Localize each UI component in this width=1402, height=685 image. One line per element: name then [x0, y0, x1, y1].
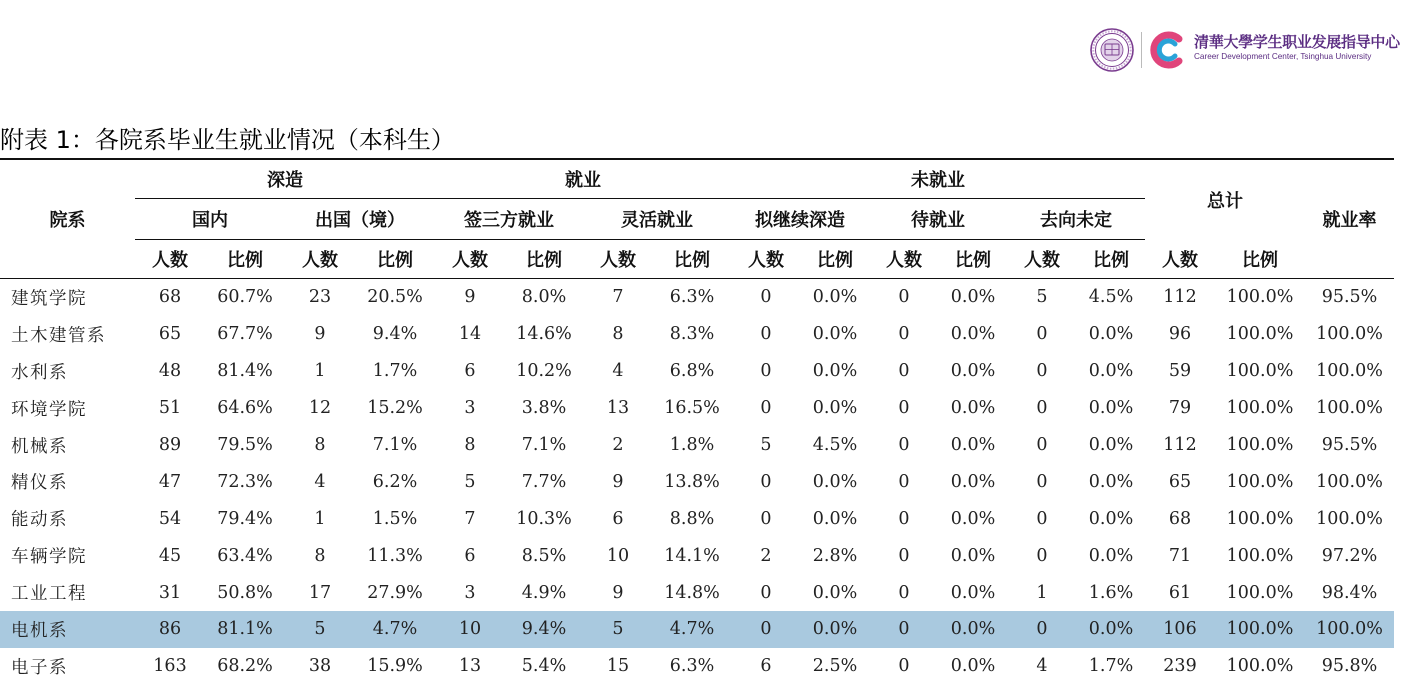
value-cell: 0 — [898, 545, 910, 566]
value-cell: 0.0% — [812, 361, 858, 382]
value-cell: 100.0% — [1305, 611, 1394, 648]
value-cell: 0.0% — [1088, 324, 1134, 345]
value-cell: 68.2% — [217, 656, 273, 677]
value-cell: 0 — [898, 324, 910, 345]
value-cell: 8.8% — [669, 508, 715, 529]
value-cell: 9.4% — [505, 611, 583, 648]
value-cell: 4.5% — [1088, 287, 1134, 308]
value-cell: 65 — [158, 324, 182, 345]
value-cell: 106 — [1145, 611, 1215, 648]
value-cell: 0 — [760, 398, 772, 419]
value-cell: 100.0% — [1226, 582, 1294, 603]
value-cell: 0.0% — [950, 656, 996, 677]
value-cell: 4.7% — [355, 611, 435, 648]
value-cell: 163 — [153, 656, 187, 677]
value-cell: 71 — [1168, 545, 1192, 566]
value-cell: 0.0% — [939, 611, 1007, 648]
value-cell: 81.4% — [217, 361, 273, 382]
group-header-unemployed: 未就业 — [731, 159, 1145, 199]
col-header-count: 人数 — [135, 240, 205, 279]
value-cell: 0 — [898, 361, 910, 382]
value-cell: 10.3% — [516, 508, 572, 529]
col-header-ratio: 比例 — [653, 240, 731, 279]
value-cell: 1.5% — [372, 508, 418, 529]
value-cell: 7 — [464, 508, 476, 529]
value-cell: 100.0% — [1316, 508, 1383, 529]
value-cell: 0 — [898, 471, 910, 492]
value-cell: 15.2% — [367, 398, 423, 419]
value-cell: 0 — [898, 656, 910, 677]
dept-cell: 精仪系 — [11, 473, 68, 494]
value-cell: 0.0% — [1088, 471, 1134, 492]
value-cell: 6 — [612, 508, 624, 529]
col-header-ratio: 比例 — [801, 240, 869, 279]
value-cell: 23 — [308, 287, 332, 308]
value-cell: 8.5% — [521, 545, 567, 566]
value-cell: 0 — [1007, 611, 1077, 648]
value-cell: 8 — [612, 324, 624, 345]
dept-cell: 土木建管系 — [11, 325, 106, 346]
table-row — [0, 463, 1394, 500]
value-cell: 4.9% — [521, 582, 567, 603]
value-cell: 3 — [464, 582, 476, 603]
col-header-ratio: 比例 — [939, 240, 1007, 279]
dept-cell: 电子系 — [11, 657, 68, 678]
value-cell: 0 — [898, 508, 910, 529]
dept-cell: 环境学院 — [11, 399, 87, 420]
sub-header-flexible: 灵活就业 — [583, 199, 731, 240]
value-cell: 6.8% — [669, 361, 715, 382]
dept-cell: 工业工程 — [11, 584, 87, 605]
value-cell: 1 — [314, 508, 326, 529]
value-cell: 0.0% — [812, 582, 858, 603]
value-cell: 5 — [760, 435, 772, 455]
value-cell: 2.5% — [812, 656, 858, 677]
value-cell: 0.0% — [1088, 435, 1134, 455]
table-body — [0, 279, 1394, 685]
value-cell: 0 — [760, 582, 772, 603]
value-cell: 0.0% — [950, 545, 996, 566]
value-cell: 64.6% — [217, 398, 273, 419]
value-cell: 86 — [135, 611, 205, 648]
value-cell: 47 — [158, 471, 182, 492]
dept-cell: 能动系 — [11, 510, 68, 531]
value-cell: 5 — [285, 611, 355, 648]
value-cell: 8.0% — [521, 287, 567, 308]
dept-cell: 电机系 — [0, 611, 135, 648]
value-cell: 4.7% — [653, 611, 731, 648]
value-cell: 0.0% — [950, 471, 996, 492]
career-center-logo-icon — [1148, 30, 1188, 70]
dept-cell: 水利系 — [11, 362, 68, 383]
value-cell: 59 — [1168, 361, 1192, 382]
value-cell: 61 — [1168, 582, 1192, 603]
value-cell: 14.6% — [516, 324, 572, 345]
logo-cn-text: 清華大學学生职业发展指导中心 — [1194, 33, 1400, 51]
value-cell: 12 — [308, 398, 332, 419]
group-header-employ: 就业 — [435, 159, 731, 199]
value-cell: 0 — [731, 611, 801, 648]
col-header-total: 总计 — [1207, 190, 1243, 212]
sub-header-abroad: 出国（境） — [285, 199, 435, 240]
value-cell: 10 — [606, 545, 630, 566]
col-header-ratio: 比例 — [1077, 240, 1145, 279]
value-cell: 5 — [464, 471, 476, 492]
value-cell: 8 — [464, 435, 476, 455]
col-header-count: 人数 — [435, 240, 505, 279]
value-cell: 9 — [314, 324, 326, 345]
value-cell: 1 — [1036, 582, 1048, 603]
value-cell: 0.0% — [1077, 611, 1145, 648]
value-cell: 100.0% — [1226, 287, 1294, 308]
value-cell: 1.7% — [1088, 656, 1134, 677]
value-cell: 0 — [760, 508, 772, 529]
value-cell: 17 — [308, 582, 332, 603]
employment-table — [0, 158, 1394, 685]
dept-cell: 机械系 — [11, 436, 68, 457]
value-cell: 6 — [464, 545, 476, 566]
value-cell: 14 — [458, 324, 482, 345]
value-cell: 4 — [314, 471, 326, 492]
value-cell: 0 — [898, 582, 910, 603]
value-cell: 14.8% — [664, 582, 720, 603]
value-cell: 100.0% — [1316, 471, 1383, 492]
value-cell: 95.5% — [1321, 287, 1378, 308]
value-cell: 14.1% — [664, 545, 720, 566]
value-cell: 100.0% — [1226, 656, 1294, 677]
value-cell: 98.4% — [1321, 582, 1378, 603]
col-header-ratio: 比例 — [505, 240, 583, 279]
value-cell: 0.0% — [950, 287, 996, 308]
value-cell: 50.8% — [217, 582, 273, 603]
table-row — [0, 316, 1394, 353]
table-row — [0, 500, 1394, 537]
value-cell: 0.0% — [950, 582, 996, 603]
value-cell: 0.0% — [812, 287, 858, 308]
value-cell: 20.5% — [367, 287, 423, 308]
value-cell: 63.4% — [217, 545, 273, 566]
value-cell: 100.0% — [1316, 361, 1383, 382]
value-cell: 10 — [435, 611, 505, 648]
value-cell: 0 — [1036, 324, 1048, 345]
value-cell: 79 — [1168, 398, 1192, 419]
value-cell: 0 — [1036, 508, 1048, 529]
value-cell: 1 — [314, 361, 326, 382]
value-cell: 0.0% — [801, 611, 869, 648]
value-cell: 0.0% — [950, 435, 996, 455]
col-header-count: 人数 — [731, 240, 801, 279]
sub-header-domestic: 国内 — [135, 199, 285, 240]
value-cell: 27.9% — [367, 582, 423, 603]
value-cell: 0 — [1036, 361, 1048, 382]
value-cell: 0.0% — [812, 471, 858, 492]
value-cell: 0 — [898, 435, 910, 455]
value-cell: 0 — [898, 287, 910, 308]
value-cell: 16.5% — [664, 398, 720, 419]
value-cell: 6 — [464, 361, 476, 382]
value-cell: 100.0% — [1226, 508, 1294, 529]
value-cell: 100.0% — [1226, 324, 1294, 345]
value-cell: 65 — [1168, 471, 1192, 492]
table-row — [0, 537, 1394, 574]
value-cell: 72.3% — [217, 471, 273, 492]
value-cell: 54 — [158, 508, 182, 529]
value-cell: 0 — [760, 324, 772, 345]
value-cell: 100.0% — [1226, 361, 1294, 382]
sub-header-waiting: 待就业 — [869, 199, 1007, 240]
sub-header-contract: 签三方就业 — [435, 199, 583, 240]
col-header-dept: 院系 — [0, 159, 135, 279]
value-cell: 4 — [1036, 656, 1048, 677]
value-cell: 15.9% — [367, 656, 423, 677]
value-cell: 48 — [158, 361, 182, 382]
table-row — [0, 279, 1394, 316]
group-header-study: 深造 — [135, 159, 435, 199]
value-cell: 0.0% — [1088, 398, 1134, 419]
col-header-ratio: 比例 — [355, 240, 435, 279]
value-cell: 7.1% — [372, 435, 418, 455]
value-cell: 5.4% — [521, 656, 567, 677]
value-cell: 112 — [1163, 287, 1197, 308]
value-cell: 100.0% — [1226, 398, 1294, 419]
value-cell: 3.8% — [521, 398, 567, 419]
col-header-ratio: 比例 — [1215, 240, 1305, 279]
count-ratio-header-row — [0, 240, 1394, 279]
value-cell: 0 — [760, 287, 772, 308]
sub-header-undecided: 去向未定 — [1007, 199, 1145, 240]
col-header-ratio: 比例 — [205, 240, 285, 279]
table-row — [0, 427, 1394, 464]
page-title: 附表 1：各院系毕业生就业情况（本科生） — [0, 126, 455, 154]
value-cell: 31 — [158, 582, 182, 603]
value-cell: 0 — [1036, 398, 1048, 419]
value-cell: 8 — [314, 435, 326, 455]
value-cell: 5 — [583, 611, 653, 648]
value-cell: 0 — [1036, 471, 1048, 492]
value-cell: 0.0% — [812, 508, 858, 529]
value-cell: 8 — [314, 545, 326, 566]
value-cell: 38 — [308, 656, 332, 677]
value-cell: 100.0% — [1226, 545, 1294, 566]
value-cell: 112 — [1163, 435, 1197, 455]
value-cell: 4 — [612, 361, 624, 382]
col-header-count: 人数 — [285, 240, 355, 279]
value-cell: 9 — [612, 582, 624, 603]
value-cell: 68 — [158, 287, 182, 308]
sub-header-continue: 拟继续深造 — [731, 199, 869, 240]
value-cell: 89 — [158, 435, 182, 455]
value-cell: 2 — [612, 435, 624, 455]
value-cell: 100.0% — [1215, 611, 1305, 648]
value-cell: 13 — [606, 398, 630, 419]
value-cell: 2.8% — [812, 545, 858, 566]
logo-divider — [1141, 32, 1142, 68]
value-cell: 51 — [158, 398, 182, 419]
table-row — [0, 648, 1394, 685]
value-cell: 7.7% — [521, 471, 567, 492]
value-cell: 0.0% — [950, 361, 996, 382]
col-header-count: 人数 — [869, 240, 939, 279]
value-cell: 96 — [1168, 324, 1192, 345]
value-cell: 0 — [898, 398, 910, 419]
value-cell: 1.6% — [1088, 582, 1134, 603]
logo-en-text: Career Development Center, Tsinghua University — [1194, 52, 1372, 61]
value-cell: 97.2% — [1321, 545, 1378, 566]
value-cell: 79.4% — [217, 508, 273, 529]
value-cell: 6.3% — [669, 287, 715, 308]
value-cell: 3 — [464, 398, 476, 419]
value-cell: 100.0% — [1226, 471, 1294, 492]
value-cell: 0 — [1036, 435, 1048, 455]
value-cell: 100.0% — [1316, 398, 1383, 419]
tsinghua-seal-icon — [1090, 28, 1134, 72]
col-header-count: 人数 — [583, 240, 653, 279]
value-cell: 8.3% — [669, 324, 715, 345]
value-cell: 45 — [158, 545, 182, 566]
value-cell: 68 — [1168, 508, 1192, 529]
value-cell: 0 — [869, 611, 939, 648]
value-cell: 0 — [760, 361, 772, 382]
value-cell: 1.7% — [372, 361, 418, 382]
value-cell: 0.0% — [950, 324, 996, 345]
value-cell: 6.3% — [669, 656, 715, 677]
value-cell: 6 — [760, 656, 772, 677]
value-cell: 5 — [1036, 287, 1048, 308]
col-header-count: 人数 — [1145, 240, 1215, 279]
value-cell: 9 — [464, 287, 476, 308]
value-cell: 13 — [458, 656, 482, 677]
header-logos — [1090, 26, 1400, 76]
value-cell: 0.0% — [1088, 361, 1134, 382]
value-cell: 239 — [1163, 656, 1197, 677]
col-header-rate: 就业率 — [1305, 159, 1394, 279]
value-cell: 1.8% — [669, 435, 715, 455]
value-cell: 79.5% — [217, 435, 273, 455]
value-cell: 9.4% — [372, 324, 418, 345]
value-cell: 0.0% — [1088, 545, 1134, 566]
value-cell: 67.7% — [217, 324, 273, 345]
dept-cell: 车辆学院 — [11, 547, 87, 568]
value-cell: 13.8% — [664, 471, 720, 492]
value-cell: 60.7% — [217, 287, 273, 308]
value-cell: 0 — [760, 471, 772, 492]
value-cell: 0 — [1036, 545, 1048, 566]
value-cell: 2 — [760, 545, 772, 566]
value-cell: 9 — [612, 471, 624, 492]
value-cell: 10.2% — [516, 361, 572, 382]
value-cell: 0.0% — [1088, 508, 1134, 529]
value-cell: 7.1% — [521, 435, 567, 455]
value-cell: 15 — [606, 656, 630, 677]
value-cell: 6.2% — [372, 471, 418, 492]
value-cell: 0.0% — [950, 398, 996, 419]
value-cell: 0.0% — [812, 324, 858, 345]
dept-cell: 建筑学院 — [11, 288, 87, 309]
value-cell: 95.5% — [1321, 435, 1378, 455]
col-header-count: 人数 — [1007, 240, 1077, 279]
table-row — [0, 574, 1394, 611]
value-cell: 100.0% — [1316, 324, 1383, 345]
table-row — [0, 611, 1394, 648]
value-cell: 11.3% — [367, 545, 423, 566]
career-center-logo-text — [1194, 34, 1400, 62]
value-cell: 95.8% — [1321, 656, 1378, 677]
value-cell: 7 — [612, 287, 624, 308]
table-row — [0, 353, 1394, 390]
value-cell: 100.0% — [1226, 435, 1294, 455]
value-cell: 81.1% — [205, 611, 285, 648]
value-cell: 0.0% — [812, 398, 858, 419]
value-cell: 4.5% — [812, 435, 858, 455]
table-row — [0, 390, 1394, 427]
value-cell: 0.0% — [950, 508, 996, 529]
